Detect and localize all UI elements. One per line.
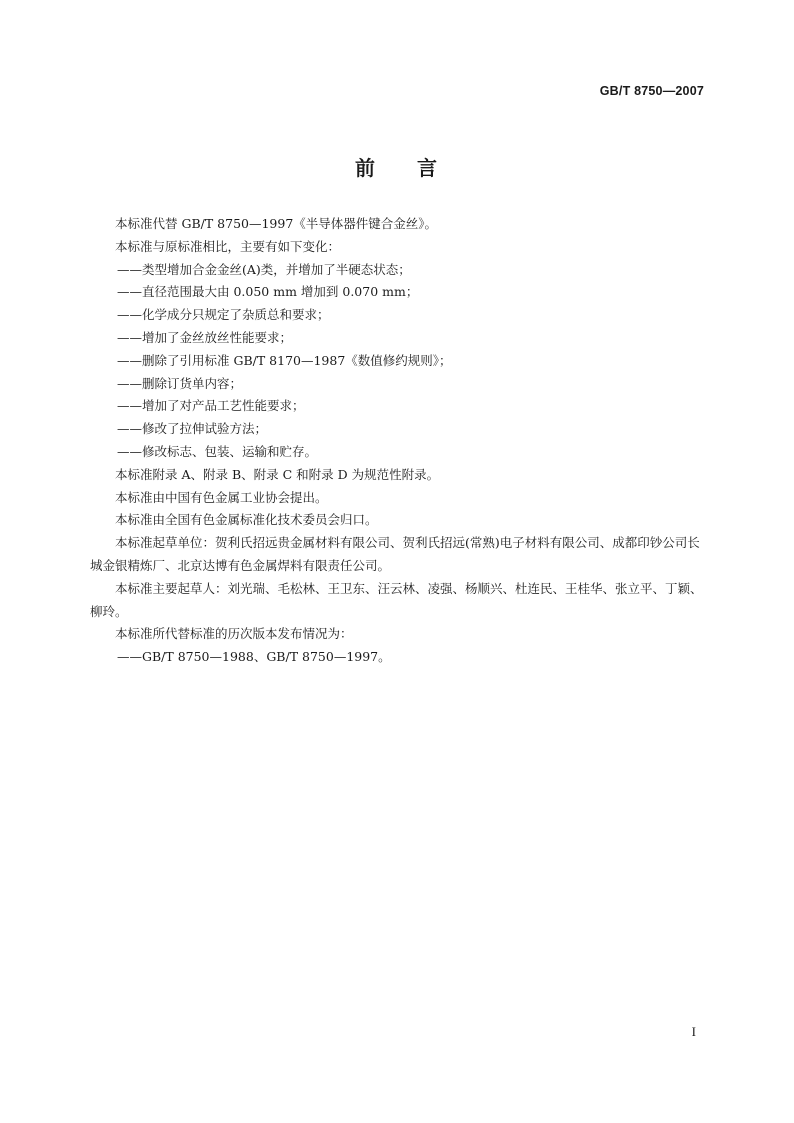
paragraph-appendices: 本标准附录 A、附录 B、附录 C 和附录 D 为规范性附录。 [115,466,440,482]
change-item: ——类型增加合金金丝(A)类，并增加了半硬态状态； [117,261,411,277]
page-number: I [691,1024,696,1039]
change-item: ——删除了引用标准 GB/T 8170—1987《数值修约规则》； [117,352,452,368]
change-item: ——直径范围最大由 0.050 mm 增加到 0.070 mm； [117,284,419,300]
change-item: ——化学成分只规定了杂质总和要求； [117,307,330,323]
foreword-body [90,213,706,669]
change-item: ——修改了拉伸试验方法； [117,421,268,437]
paragraph-history-intro: 本标准所代替标准的历次版本发布情况为： [115,626,353,642]
page-title [0,152,794,181]
paragraph-drafting-units: 本标准起草单位：贺利氏招远贵金属材料有限公司、贺利氏招远(常熟)电子材料有限公司、成都印钞公司长城金银精炼厂、北京达博有色金属焊料有限责任公司。 [90,535,700,573]
history-item: ——GB/T 8750—1988、GB/T 8750—1997。 [117,649,391,665]
standard-code: GB/T 8750—2007 [599,84,704,98]
change-item: ——删除订货单内容； [117,375,243,391]
change-item: ——增加了对产品工艺性能要求； [117,398,305,414]
paragraph-drafters: 本标准主要起草人：刘光瑞、毛松林、王卫东、汪云林、凌强、杨顺兴、杜连民、王桂华、张立平、丁颖、柳玲。 [90,580,703,619]
page-title-char-1: 前 [355,156,377,180]
paragraph-proposed-by: 本标准由中国有色金属工业协会提出。 [115,489,328,505]
paragraph-changes-intro: 本标准与原标准相比，主要有如下变化： [115,238,341,254]
change-item: ——增加了金丝放丝性能要求； [117,329,293,345]
page-title-char-2: 言 [417,156,439,180]
paragraph-replaces: 本标准代替 GB/T 8750—1997《半导体器件键合金丝》。 [115,216,438,231]
paragraph-governed-by: 本标准由全国有色金属标准化技术委员会归口。 [115,512,378,528]
change-item: ——修改标志、包装、运输和贮存。 [117,443,318,459]
